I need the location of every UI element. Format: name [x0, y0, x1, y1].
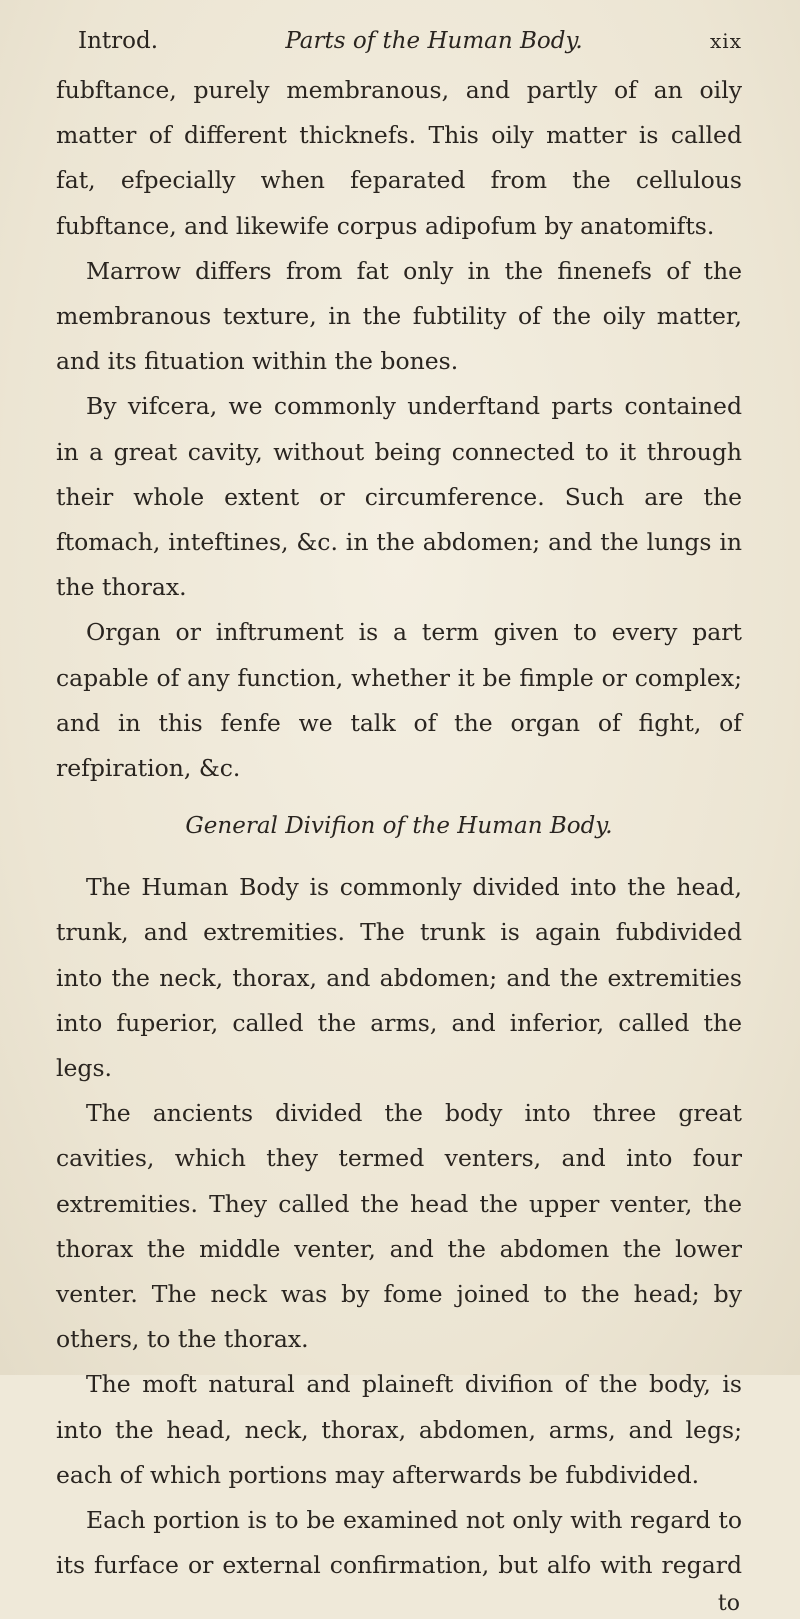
paragraph: Marrow differs from fat only in the finenefs of the membranous texture, in the fubtility of the oily matter, and its fituation within the bones.	[56, 256, 742, 376]
paragraph: fubftance, purely membranous, and partly of an oily matter of different thicknefs. This oily matter is called fat, efpecially when feparated from the cellulous fubftance, and likewife corpus adipofum by anatomifts.	[56, 76, 742, 240]
running-header	[56, 28, 742, 54]
page-number: xix	[710, 29, 742, 53]
section-heading: General Divifion of the Human Body.	[185, 813, 613, 840]
paragraph: By vifcera, we commonly underftand parts contained in a great cavity, without being connected to it through their whole extent or circumference. Such are the ftomach, inteftines, &c. in the abdomen; and the lungs in the thorax.	[56, 392, 742, 602]
paragraph: The ancients divided the body into three great cavities, which they termed venters, and into four extremities. They called the head the upper venter, the thorax the middle venter, and the abdomen the lower venter. The neck was by fome joined to the head; by others, to the thorax.	[56, 1099, 742, 1354]
paragraph: The Human Body is commonly divided into the head, trunk, and extremities. The trunk is again fubdivided into the neck, thorax, and abdomen; and the extremities into fuperior, called the arms, and inferior, called the legs.	[56, 873, 742, 1083]
paragraph: Each portion is to be examined not only with regard to its furface or external confirmation, but alfo with regard	[56, 1506, 742, 1580]
catchword: to	[717, 1590, 740, 1616]
paragraph: The moft natural and plaineft divifion of the body, is into the head, neck, thorax, abdomen, arms, and legs; each of which portions may afterwards be fubdivided.	[56, 1370, 742, 1489]
header-title: Parts of the Human Body.	[285, 28, 583, 54]
header-section: Introd.	[78, 28, 159, 54]
paragraph: Organ or inftrument is a term given to every part capable of any function, whether it be fimple or complex; and in this fenfe we talk of the organ of fight, of refpiration, &c.	[56, 618, 742, 783]
